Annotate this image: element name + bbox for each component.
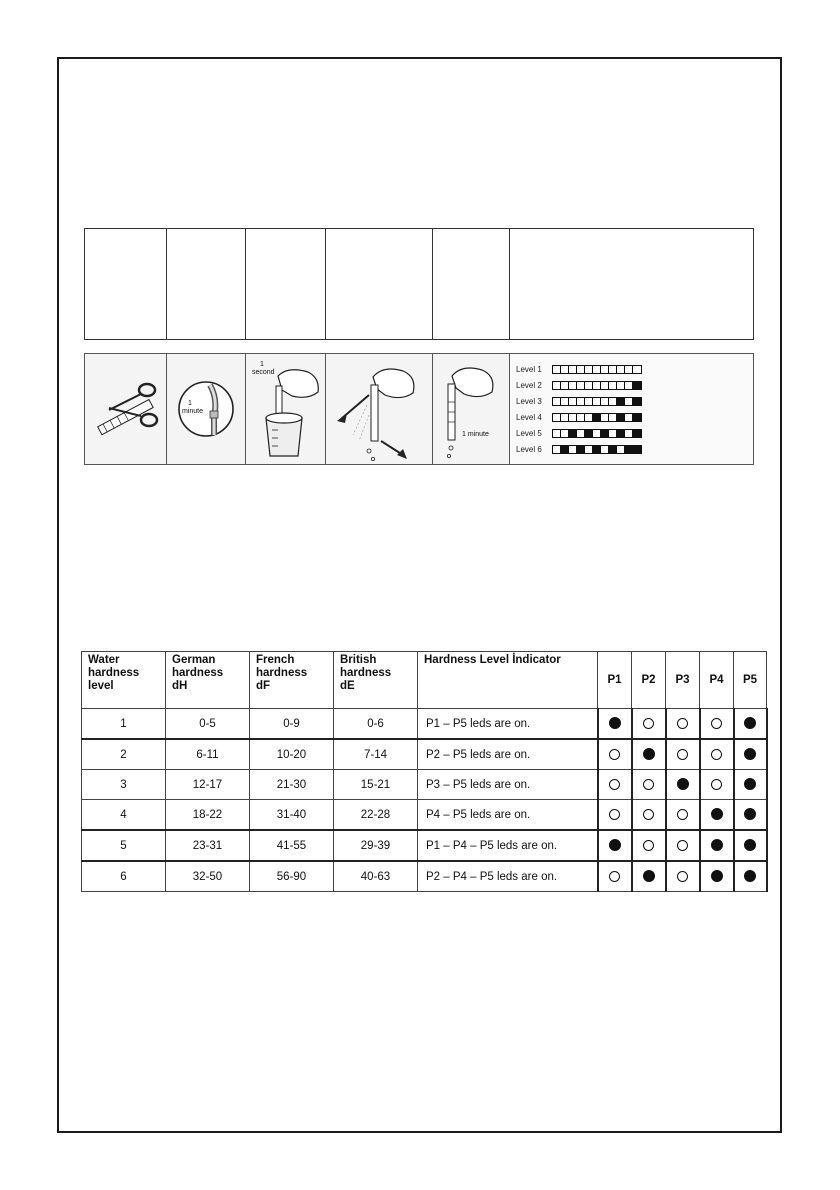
empty-square [625, 430, 633, 437]
cell-french: 56-90 [250, 861, 334, 892]
empty-square [561, 398, 569, 405]
empty-square [577, 414, 585, 421]
filled-square [601, 430, 609, 437]
empty-square [553, 366, 561, 373]
level-row [510, 377, 753, 393]
empty-square [553, 398, 561, 405]
led-off-icon [643, 840, 654, 851]
cell-indicator: P2 – P4 – P5 leds are on. [418, 861, 598, 892]
step-3-label-1: 1 [259, 361, 264, 368]
cell-p1 [598, 770, 632, 800]
step-2-label-2: minute [182, 408, 204, 415]
empty-square [585, 366, 593, 373]
cell-p4 [700, 861, 734, 892]
cell-british: 7-14 [334, 739, 418, 770]
cell-level: 5 [82, 830, 166, 861]
empty-square [561, 414, 569, 421]
table-row [82, 830, 767, 861]
led-off-icon [711, 779, 722, 790]
empty-square [577, 430, 585, 437]
filled-square [633, 414, 641, 421]
shake-strip-icon [329, 355, 429, 463]
empty-square [593, 366, 601, 373]
empty-square [577, 398, 585, 405]
filled-square [633, 430, 641, 437]
empty-square [601, 382, 609, 389]
cell-british: 40-63 [334, 861, 418, 892]
led-off-icon [677, 809, 688, 820]
empty-square [569, 414, 577, 421]
step-5-label: 1 minute [462, 431, 489, 438]
cell-level: 6 [82, 861, 166, 892]
led-on-icon [744, 717, 756, 729]
page-border [57, 57, 782, 1133]
level-squares [552, 429, 642, 438]
step-3-dip [246, 354, 326, 465]
cell-indicator: P4 – P5 leds are on. [418, 800, 598, 831]
cell-p4 [700, 770, 734, 800]
level-row [510, 441, 753, 457]
col-p1-header: P1 [598, 652, 632, 709]
cell-p3 [666, 770, 700, 800]
empty-square [625, 398, 633, 405]
filled-square [633, 398, 641, 405]
test-strip-steps [84, 353, 754, 465]
led-on-icon [711, 870, 723, 882]
step-5-wait [433, 354, 510, 465]
empty-square [609, 414, 617, 421]
cell-french: 31-40 [250, 800, 334, 831]
cell-p2 [632, 830, 666, 861]
cell-indicator: P1 – P5 leds are on. [418, 709, 598, 740]
col-french-header-l2: hardness [256, 667, 308, 679]
scissors-icon [89, 374, 163, 444]
empty-square [601, 366, 609, 373]
led-on-icon [744, 839, 756, 851]
filled-square [617, 414, 625, 421]
cell-level: 2 [82, 739, 166, 770]
cell-p5 [734, 861, 767, 892]
empty-square [593, 398, 601, 405]
cell-p5 [734, 770, 767, 800]
cell-p3 [666, 861, 700, 892]
filled-square [633, 446, 641, 453]
cell-german: 32-50 [166, 861, 250, 892]
col-british-header-l2: hardness [340, 667, 392, 679]
led-on-icon [744, 808, 756, 820]
empty-square [585, 414, 593, 421]
empty-square [577, 382, 585, 389]
color-scale-levels [510, 354, 754, 465]
empty-square [561, 430, 569, 437]
empty-square [553, 430, 561, 437]
led-on-icon [643, 748, 655, 760]
cell-indicator: P2 – P5 leds are on. [418, 739, 598, 770]
empty-square [569, 382, 577, 389]
empty-square [553, 382, 561, 389]
cell-german: 23-31 [166, 830, 250, 861]
cell-level: 1 [82, 709, 166, 740]
col-level-header-l3: level [88, 680, 114, 692]
water-hardness-table [81, 651, 768, 892]
cell-p2 [632, 770, 666, 800]
empty-square [553, 446, 561, 453]
col-french-header-l1: French [256, 654, 295, 666]
led-off-icon [643, 718, 654, 729]
filled-square [617, 398, 625, 405]
level-label: Level 3 [516, 396, 542, 406]
cell-p1 [598, 830, 632, 861]
step-2-label-1: 1 [188, 400, 192, 407]
cell-p2 [632, 739, 666, 770]
cell-p4 [700, 739, 734, 770]
col-level-header-l2: hardness [88, 667, 140, 679]
led-on-icon [744, 778, 756, 790]
cell-p5 [734, 800, 767, 831]
col-p4-header: P4 [700, 652, 734, 709]
level-squares [552, 445, 642, 454]
step-3-label-2: second [251, 369, 275, 376]
cell-french: 10-20 [250, 739, 334, 770]
step-1-cut [85, 354, 167, 465]
empty-square [609, 382, 617, 389]
empty-square [569, 446, 577, 453]
level-squares [552, 413, 642, 422]
led-off-icon [677, 840, 688, 851]
step-description-table [84, 228, 754, 340]
filled-square [569, 430, 577, 437]
empty-square [625, 382, 633, 389]
led-on-icon [744, 748, 756, 760]
col-british-header-l1: British [340, 654, 377, 666]
level-squares [552, 381, 642, 390]
led-on-icon [744, 870, 756, 882]
level-label: Level 6 [516, 444, 542, 454]
filled-square [617, 430, 625, 437]
empty-square [609, 398, 617, 405]
step-4-description [326, 229, 433, 340]
cell-indicator: P1 – P4 – P5 leds are on. [418, 830, 598, 861]
level-label: Level 2 [516, 380, 542, 390]
empty-square [577, 366, 585, 373]
cell-french: 0-9 [250, 709, 334, 740]
cell-p4 [700, 800, 734, 831]
empty-square [561, 366, 569, 373]
empty-square [601, 414, 609, 421]
col-indicator-header: Hardness Level İndicator [418, 652, 598, 709]
empty-square [585, 446, 593, 453]
table-body [82, 709, 767, 892]
empty-square [569, 398, 577, 405]
step-1-description [85, 229, 167, 340]
empty-square [593, 382, 601, 389]
level-squares [552, 397, 642, 406]
empty-square [625, 366, 633, 373]
led-off-icon [609, 779, 620, 790]
filled-square [585, 430, 593, 437]
empty-square [601, 446, 609, 453]
cell-p1 [598, 709, 632, 740]
filled-square [609, 446, 617, 453]
led-off-icon [609, 749, 620, 760]
empty-square [609, 430, 617, 437]
cell-p5 [734, 709, 767, 740]
step-3-description [246, 229, 326, 340]
cell-german: 6-11 [166, 739, 250, 770]
cell-p1 [598, 739, 632, 770]
cell-p1 [598, 800, 632, 831]
empty-square [585, 382, 593, 389]
led-off-icon [609, 809, 620, 820]
step-6-description [510, 229, 754, 340]
filled-square [577, 446, 585, 453]
col-french-header-l3: dF [256, 680, 271, 692]
cell-p3 [666, 800, 700, 831]
empty-square [617, 366, 625, 373]
cell-p3 [666, 739, 700, 770]
cell-p4 [700, 830, 734, 861]
cell-indicator: P3 – P5 leds are on. [418, 770, 598, 800]
empty-square [633, 366, 641, 373]
table-row [82, 709, 767, 740]
cell-p2 [632, 709, 666, 740]
cell-british: 0-6 [334, 709, 418, 740]
cell-p2 [632, 800, 666, 831]
cell-british: 22-28 [334, 800, 418, 831]
table-header-row [82, 652, 767, 709]
filled-square [593, 414, 601, 421]
table-row [82, 739, 767, 770]
level-row [510, 425, 753, 441]
cell-p3 [666, 709, 700, 740]
empty-square [593, 430, 601, 437]
led-on-icon [609, 717, 621, 729]
dip-strip-in-water-icon [248, 356, 324, 462]
col-german-header [166, 652, 250, 709]
col-british-header-l3: dE [340, 680, 355, 692]
empty-square [625, 414, 633, 421]
col-level-header [82, 652, 166, 709]
empty-square [609, 366, 617, 373]
led-on-icon [677, 778, 689, 790]
cell-p2 [632, 861, 666, 892]
empty-square [561, 382, 569, 389]
hand-under-tap-icon [174, 377, 238, 441]
led-on-icon [609, 839, 621, 851]
led-off-icon [711, 749, 722, 760]
level-label: Level 5 [516, 428, 542, 438]
col-french-header [250, 652, 334, 709]
level-row [510, 393, 753, 409]
col-level-header-l1: Water [88, 654, 120, 666]
empty-square [569, 366, 577, 373]
col-german-header-l1: German [172, 654, 216, 666]
empty-square [617, 382, 625, 389]
col-british-header [334, 652, 418, 709]
led-on-icon [711, 808, 723, 820]
level-label: Level 1 [516, 364, 542, 374]
led-off-icon [677, 718, 688, 729]
cell-french: 41-55 [250, 830, 334, 861]
led-off-icon [677, 871, 688, 882]
step-2-description [167, 229, 246, 340]
cell-level: 3 [82, 770, 166, 800]
led-off-icon [609, 871, 620, 882]
wait-strip-icon [434, 356, 508, 462]
cell-p1 [598, 861, 632, 892]
levels-list [510, 361, 753, 457]
table-row [82, 770, 767, 800]
col-german-header-l2: hardness [172, 667, 224, 679]
cell-german: 18-22 [166, 800, 250, 831]
step-5-description [433, 229, 510, 340]
filled-square [625, 446, 633, 453]
empty-square [601, 398, 609, 405]
led-off-icon [643, 779, 654, 790]
cell-p4 [700, 709, 734, 740]
col-p3-header: P3 [666, 652, 700, 709]
level-label: Level 4 [516, 412, 542, 422]
filled-square [593, 446, 601, 453]
cell-p3 [666, 830, 700, 861]
led-off-icon [643, 809, 654, 820]
cell-level: 4 [82, 800, 166, 831]
empty-square [585, 398, 593, 405]
table-row [82, 861, 767, 892]
led-on-icon [711, 839, 723, 851]
filled-square [561, 446, 569, 453]
led-on-icon [643, 870, 655, 882]
col-p5-header: P5 [734, 652, 767, 709]
cell-french: 21-30 [250, 770, 334, 800]
level-row [510, 409, 753, 425]
level-squares [552, 365, 642, 374]
cell-british: 15-21 [334, 770, 418, 800]
cell-german: 12-17 [166, 770, 250, 800]
table-row [82, 800, 767, 831]
step-2-run-water [167, 354, 246, 465]
level-row [510, 361, 753, 377]
empty-square [553, 414, 561, 421]
cell-p5 [734, 739, 767, 770]
step-4-shake [326, 354, 433, 465]
col-p2-header: P2 [632, 652, 666, 709]
empty-square [617, 446, 625, 453]
cell-german: 0-5 [166, 709, 250, 740]
led-off-icon [677, 749, 688, 760]
filled-square [633, 382, 641, 389]
cell-british: 29-39 [334, 830, 418, 861]
col-german-header-l3: dH [172, 680, 188, 692]
cell-p5 [734, 830, 767, 861]
led-off-icon [711, 718, 722, 729]
